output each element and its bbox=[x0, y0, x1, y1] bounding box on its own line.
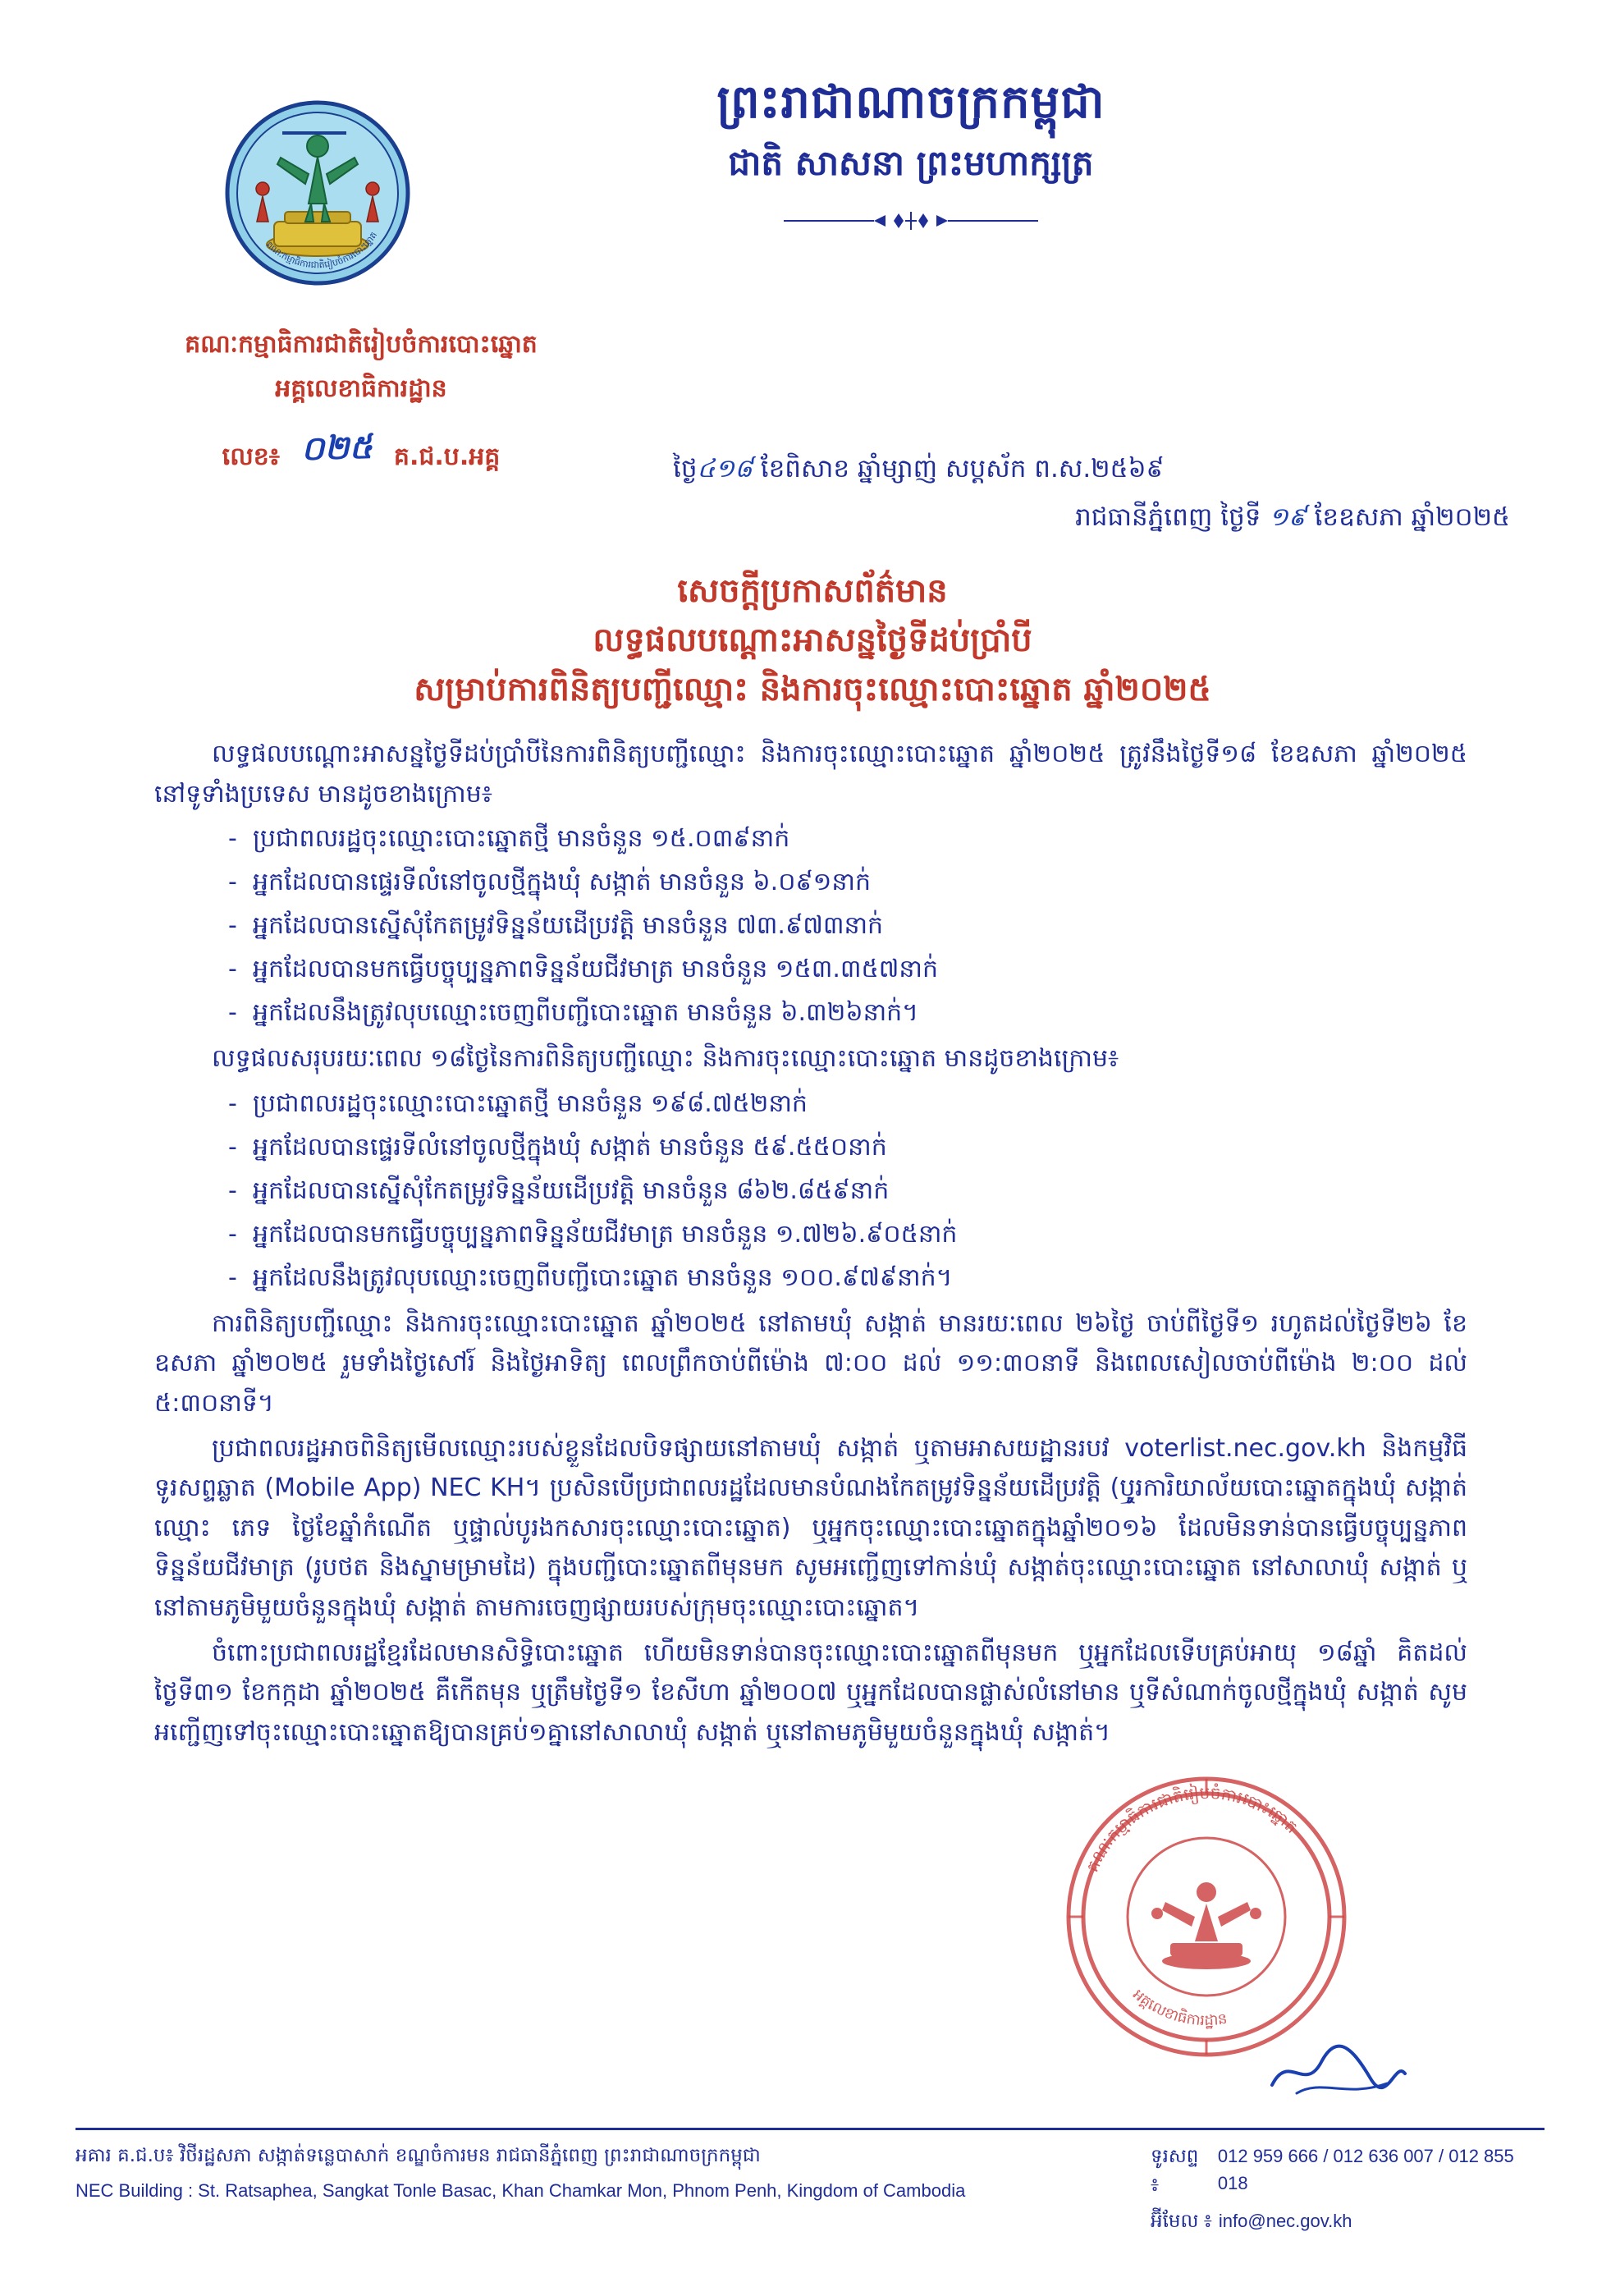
list-item: - អ្នកដែលបានស្នើសុំកែតម្រូវទិន្នន័យដើប្រវត្តិ មានចំនួន ៨៦២.៨៥៩នាក់ bbox=[154, 1171, 1467, 1211]
date-handwritten-2: ១៨ bbox=[715, 454, 753, 483]
footer-address-khmer: អគារ គ.ជ.ប៖ វិថីរដ្ឋសភា សង្កាត់ទន្លេបាសាក់ ខណ្ឌចំការមន រាជធានីភ្នំពេញ ព្រះរាជាណាចក្រកម្ពុជា bbox=[76, 2145, 761, 2166]
list-item: - អ្នកដែលនឹងត្រូវលុបឈ្មោះចេញពីបញ្ជីបោះឆ្នោត មានចំនួន ៦.៣២៦នាក់។ bbox=[154, 993, 1467, 1033]
document-body bbox=[154, 735, 1467, 1758]
number-label: លេខ៖ bbox=[222, 442, 280, 471]
official-seal-stamp bbox=[1059, 1769, 1354, 2065]
number-suffix: គ.ជ.ប.អគ្គ bbox=[393, 442, 501, 471]
paragraph-2: លទ្ធផលសរុបរយៈពេល ១៨ថ្ងៃនៃការពិនិត្យបញ្ជីឈ្មោះ និងការចុះឈ្មោះបោះឆ្នោត មានដូចខាងក្រោម៖ bbox=[212, 1044, 1119, 1074]
page-title bbox=[148, 566, 1477, 714]
date-prefix: ថ្ងៃ bbox=[673, 454, 698, 483]
national-motto: ជាតិ សាសនា ព្រះមហាក្សត្រ bbox=[728, 143, 1094, 183]
gregorian-date-line bbox=[673, 496, 1526, 539]
buddhist-date-line bbox=[673, 447, 1526, 491]
paragraph-1: លទ្ធផលបណ្ដោះអាសន្នថ្ងៃទីដប់ប្រាំបីនៃការពិនិត្យបញ្ជីឈ្មោះ និងការចុះឈ្មោះបោះឆ្នោត ឆ្នាំ២០២៥ ត្រូវនឹងថ្ងៃទី១៨ ខែឧសភា ឆ្នាំ២០២៥ នៅទូទាំងប្រទេស មានដូចខាងក្រោម៖ bbox=[154, 740, 1467, 809]
city-date-prefix: រាជធានីភ្នំពេញ ថ្ងៃទី bbox=[1075, 502, 1261, 532]
paragraph-5: ចំពោះប្រជាពលរដ្ឋខ្មែរដែលមានសិទ្ធិបោះឆ្នោត ហើយមិនទាន់បានចុះឈ្មោះបោះឆ្នោតពីមុនមក ឬអ្នកដែលទើបគ្រប់អាយុ ១៨ឆ្នាំ គិតដល់ថ្ងៃទី៣១ ខែកក្កដា ឆ្នាំ២០២៥ គឺកើតមុន ឬត្រឹមថ្ងៃទី១ ខែសីហា ឆ្នាំ២០០៧ ឬអ្នកដែលបានផ្លាស់លំនៅមាន ឬទីសំណាក់ចូលថ្មីក្នុងឃុំ សង្កាត់ សូមអញ្ជើញទៅចុះឈ្មោះបោះឆ្នោតឱ្យបានគ្រប់១គ្នានៅសាលាឃុំ សង្កាត់ ឬនៅតាមភូមិមួយចំនួនក្នុងឃុំ សង្កាត់។ bbox=[154, 1638, 1467, 1747]
org-department: អគ្គលេខាធិការដ្ឋាន bbox=[275, 374, 447, 403]
city-date-rest: ខែឧសភា ឆ្នាំ២០២៥ bbox=[1314, 502, 1510, 532]
document-number-row bbox=[74, 427, 648, 477]
email-label: អ៊ីមែល ៖ bbox=[1151, 2210, 1212, 2231]
number-value: ០២៥ bbox=[300, 427, 373, 469]
phone-label: ទូរសព្ទ ៖ bbox=[1151, 2145, 1199, 2195]
list-item: - អ្នកដែលបានស្នើសុំកែតម្រូវទិន្នន័យដើប្រវត្តិ មានចំនួន ៧៣.៩៧៣នាក់ bbox=[154, 906, 1467, 946]
ornament-divider-icon bbox=[460, 210, 1362, 231]
royal-emblem-icon bbox=[223, 99, 412, 287]
paragraph-4: ប្រជាពលរដ្ឋអាចពិនិត្យមើលឈ្មោះរបស់ខ្លួនដែលបិទផ្សាយនៅតាមឃុំ សង្កាត់ ឬតាមអាសយដ្ឋានរបវ voterlist.nec.gov.kh និងកម្មវិធីទូរសព្ទឆ្លាត (Mobile App) NEC KH។ ប្រសិនបើប្រជាពលរដ្ឋដែលមានបំណងកែតម្រូវទិន្នន័យដើប្រវត្តិ (ឬូរការិយាល័យបោះឆ្នោតក្នុងឃុំ សង្កាត់ ឈ្មោះ ភេទ ថ្ងៃខែឆ្នាំកំណើត ឬផ្ទាល់បូរងកសារចុះឈ្មោះបោះឆ្នោត) ឬអ្នកចុះឈ្មោះបោះឆ្នោតក្នុងឆ្នាំ២០១៦ ដែលមិនទាន់បានធ្វើបច្ចុប្បន្នភាពទិន្នន័យជីវមាត្រ (រូបថត និងស្នាមម្រាមដៃ) ក្នុងបញ្ជីបោះឆ្នោតពីមុនមក សូមអញ្ជើញទៅកាន់ឃុំ សង្កាត់ចុះឈ្មោះបោះឆ្នោត នៅសាលាឃុំ សង្កាត់ ឬនៅតាមភូមិមួយចំនួនក្នុងឃុំ សង្កាត់ តាមការចេញផ្សាយរបស់ក្រុមចុះឈ្មោះបោះឆ្នោត។ bbox=[154, 1433, 1467, 1622]
phone-value: 012 959 666 / 012 636 007 / 012 855 018 bbox=[1217, 2146, 1514, 2193]
footer-address-block bbox=[76, 2142, 1118, 2204]
date-block bbox=[673, 447, 1526, 538]
city-date-handwritten: ១៩ bbox=[1269, 502, 1307, 532]
title-line-1: សេចក្តីប្រកាសព័ត៌មាន bbox=[677, 572, 948, 610]
svg-text:អគ្គលេខាធិការដ្ឋាន: អគ្គលេខាធិការដ្ឋាន bbox=[1129, 1986, 1229, 2030]
list-item: - ប្រជាពលរដ្ឋចុះឈ្មោះបោះឆ្នោតថ្មី មានចំនួន ១៩៨.៧៥២នាក់ bbox=[154, 1084, 1467, 1124]
list-item: - អ្នកដែលបានមកធ្វើបច្ចុប្បន្នភាពទិន្នន័យជីវមាត្រ មានចំនួន ១៥៣.៣៥៧នាក់ bbox=[154, 950, 1467, 989]
list-item: - អ្នកដែលបានមកធ្វើបច្ចុប្បន្នភាពទិន្នន័យជីវមាត្រ មានចំនួន ១.៧២៦.៩០៥នាក់ bbox=[154, 1215, 1467, 1254]
title-line-2: លទ្ធផលបណ្ដោះអាសន្នថ្ងៃទីដប់ប្រាំបី bbox=[593, 621, 1032, 659]
bullet-list-total bbox=[154, 1084, 1467, 1298]
email-value[interactable]: info@nec.gov.kh bbox=[1218, 2211, 1352, 2231]
organization-block bbox=[74, 328, 648, 477]
footer-address-english: NEC Building : St. Ratsaphea, Sangkat Tonle Basac, Khan Chamkar Mon, Phnom Penh, Kingdom of Cambodia bbox=[76, 2179, 966, 2201]
list-item: - អ្នកដែលបានផ្ទេរទីលំនៅចូលថ្មីក្នុងឃុំ សង្កាត់ មានចំនួន ៥៩.៥៥០នាក់ bbox=[154, 1128, 1467, 1167]
date-handwritten-1: ៤ bbox=[697, 454, 716, 483]
org-name: គណៈកម្មាធិការជាតិរៀបចំការបោះឆ្នោត bbox=[185, 330, 538, 359]
list-item: - អ្នកដែលនឹងត្រូវលុបឈ្មោះចេញពីបញ្ជីបោះឆ្នោត មានចំនួន ១០០.៩៧៩នាក់។ bbox=[154, 1258, 1467, 1298]
paragraph-3: ការពិនិត្យបញ្ជីឈ្មោះ និងការចុះឈ្មោះបោះឆ្នោត ឆ្នាំ២០២៥ នៅតាមឃុំ សង្កាត់ មានរយៈពេល ២៦ថ្ងៃ ចាប់ពីថ្ងៃទី១ រហូតដល់ថ្ងៃទី២៦ ខែឧសភា ឆ្នាំ២០២៥ រួមទាំងថ្ងៃសៅរ៍ និងថ្ងៃអាទិត្យ ពេលព្រឹកចាប់ពីម៉ោង ៧:០០ ដល់ ១១:៣០នាទី និងពេលសៀលចាប់ពីម៉ោង ២:០០ ដល់ ៥:៣០នាទី។ bbox=[154, 1308, 1467, 1418]
svg-text:គណៈកម្មាធិការជាតិរៀបចំការបោះឆ្: គណៈកម្មាធិការជាតិរៀបចំការបោះឆ្នោត bbox=[263, 229, 380, 271]
list-item: - ប្រជាពលរដ្ឋចុះឈ្មោះបោះឆ្នោតថ្មី មានចំនួន ១៥.០៣៩នាក់ bbox=[154, 819, 1467, 859]
date-rest: ខែពិសាខ ឆ្នាំម្សាញ់ សប្តស័ក ព.ស.២៥៦៩ bbox=[760, 454, 1165, 483]
title-line-3: សម្រាប់ការពិនិត្យបញ្ជីឈ្មោះ និងការចុះឈ្មោះបោះឆ្នោត ឆ្នាំ២០២៥ bbox=[414, 671, 1211, 708]
national-title-block bbox=[460, 74, 1362, 231]
document-header bbox=[0, 0, 1620, 532]
document-footer bbox=[0, 2128, 1620, 2235]
kingdom-title: ព្រះរាជាណាចក្រកម្ពុជា bbox=[716, 76, 1105, 129]
handwritten-signature bbox=[1264, 2036, 1412, 2110]
footer-contact-block bbox=[1151, 2142, 1544, 2235]
bullet-list-daily bbox=[154, 819, 1467, 1033]
list-item: - អ្នកដែលបានផ្ទេរទីលំនៅចូលថ្មីក្នុងឃុំ សង្កាត់ មានចំនួន ៦.០៩១នាក់ bbox=[154, 863, 1467, 902]
svg-text:គណៈកម្មាធិការជាតិរៀបចំការបោះឆ្: គណៈកម្មាធិការជាតិរៀបចំការបោះឆ្នោត bbox=[1082, 1782, 1302, 1876]
